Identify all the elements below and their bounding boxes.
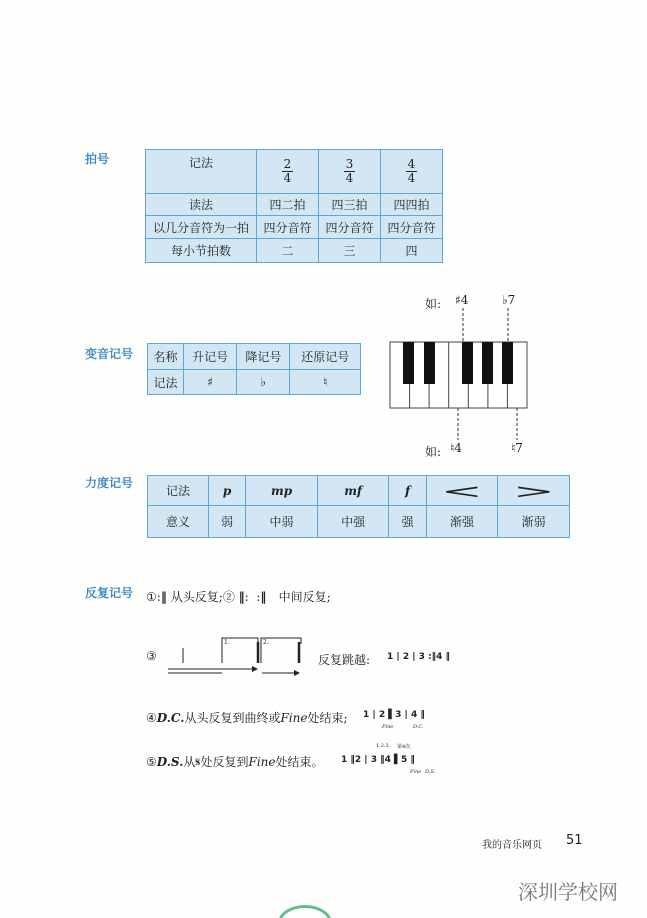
- repeat-item-5: ⑤D.S.从𝄋处反复到Fine处结束。: [146, 755, 324, 769]
- section-title-accidentals: 变音记号: [85, 347, 134, 361]
- repeat-item-4: ④D.C.从头反复到曲终或Fine处结束;: [146, 711, 348, 725]
- piano-top-prefix: 如:: [425, 297, 442, 311]
- time-sig-3-4: $\frac{3}{4}$: [345, 157, 354, 185]
- repeat-item-4-example: 1 | 2 ▌3 | 4 ‖: [363, 710, 425, 720]
- note-natural-4: ♮4: [450, 441, 462, 455]
- natural-symbol: ♮: [290, 370, 361, 395]
- table-header: 记法: [146, 150, 257, 194]
- dynamic-f: f: [389, 476, 426, 506]
- repeat-item-1: ①:‖ 从头反复;② ‖: :‖ 中间反复;: [146, 590, 331, 604]
- dynamic-mp: mp: [246, 476, 318, 506]
- note-flat-7: ♭7: [502, 293, 516, 307]
- flat-symbol: ♭: [237, 370, 290, 395]
- section-title-time-signature: 拍号: [85, 152, 110, 166]
- time-sig-4-4: $\frac{4}{4}$: [407, 157, 416, 185]
- table-row: 名称 升记号 降记号 还原记号: [148, 344, 361, 370]
- crescendo-mark: <: [373, 476, 552, 506]
- dynamic-mf: mf: [317, 476, 389, 506]
- watermark: 深圳学校网: [518, 880, 618, 904]
- page-number: 51: [566, 833, 583, 848]
- piano-bottom-prefix: 如:: [425, 445, 442, 459]
- section-title-dynamics: 力度记号: [85, 476, 134, 490]
- note-sharp-4: ♯4: [455, 293, 469, 307]
- table-row: 读法 四二拍 四三拍 四四拍: [146, 194, 443, 216]
- dynamic-p: p: [209, 476, 246, 506]
- sharp-symbol: ♯: [183, 370, 236, 395]
- decrescendo-mark: >: [444, 476, 623, 506]
- footer-title: 我的音乐网页: [482, 840, 542, 851]
- repeat-item-5-example: 1 ‖2 | 3 ‖4 ▌5 ‖: [341, 755, 415, 765]
- textbook-page: 拍号 变音记号 力度记号 反复记号 记法 $\frac{2}{4}$ $\frac{3}{4}$ $\frac{4}{4}$ 读法 四二拍 四三拍 四四拍 以几分音符为一拍 四分音符 四分音符 四分音符 每小节拍数 二 三 四 名称 升记号 降记号 还原记号 记法 ♯ ♭ ♮ 如: ♯4 ♭7 如: ♮4 ♮7 记法 p mp mf f < > 意义 弱 中弱 中强 强 渐强 渐弱 ①:‖ 从头反复;② ‖: :‖ 中间反复; ③ 1. 2. 反复跳越: 1 | 2 | 3 :‖4 ‖ ④D.C.从头反复到曲终或Fine处结束; 1 | 2 ▌3 | 4 ‖ Fine D.C. ⑤D.S.从𝄋处反复到Fine处结束。 1.2.3. 第4次 1 ‖2 | 3 ‖4 ▌5 ‖ Fine D.S. 我的音乐网页 51 深圳学校网: [0, 0, 647, 918]
- table-row: 记法 ♯ ♭ ♮: [148, 370, 361, 395]
- table-row: 记法 p mp mf f < >: [148, 476, 570, 506]
- table-row: 意义 弱 中弱 中强 强 渐强 渐弱: [148, 506, 570, 538]
- section-title-repeats: 反复记号: [85, 586, 134, 600]
- time-sig-2-4: $\frac{2}{4}$: [283, 157, 292, 185]
- repeat-item-3-example: 1 | 2 | 3 :‖4 ‖: [387, 652, 451, 662]
- table-row: 以几分音符为一拍 四分音符 四分音符 四分音符: [146, 216, 443, 239]
- repeat-item-3-num: ③: [146, 649, 157, 663]
- note-natural-7: ♮7: [511, 441, 523, 455]
- table-row: 每小节拍数 二 三 四: [146, 239, 443, 263]
- repeat-item-3-text: 反复跳越:: [318, 653, 371, 667]
